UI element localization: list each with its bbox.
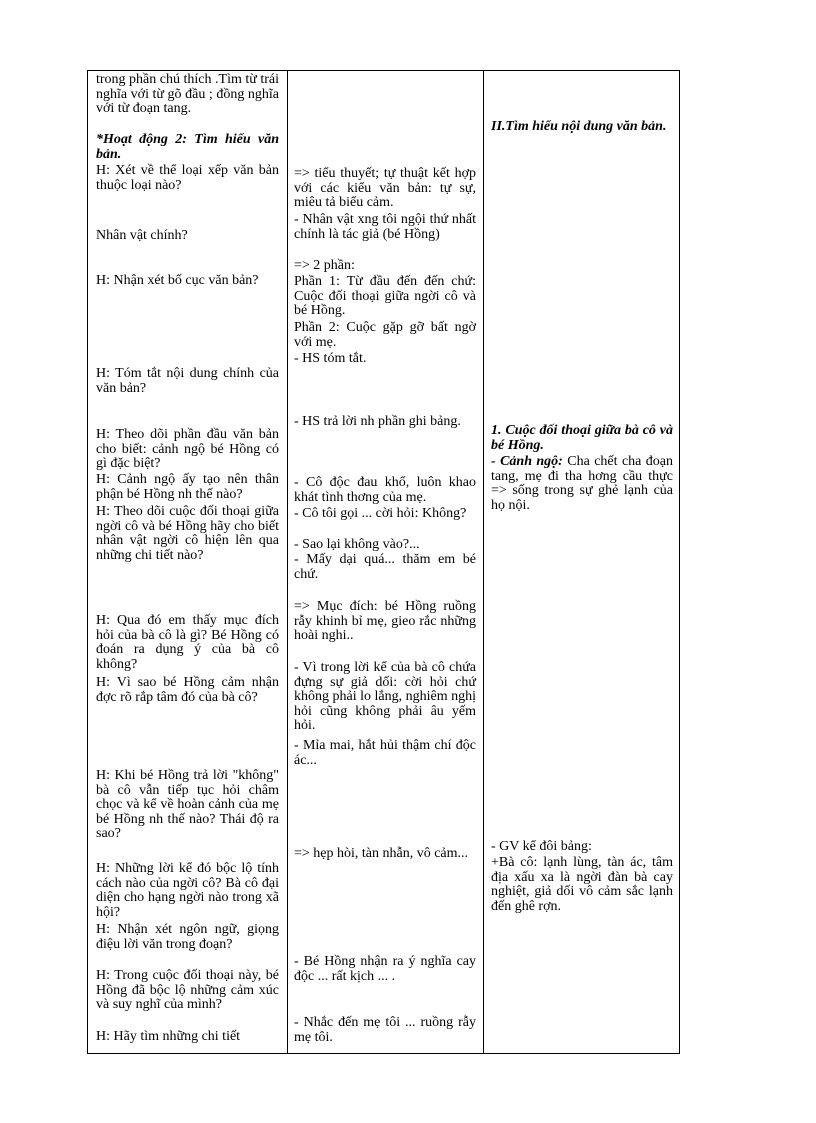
col1-text-7: H: Cảnh ngộ ấy tạo nên thân phận bé Hồng nh thế nào? bbox=[96, 472, 279, 502]
column-divider-2 bbox=[483, 71, 484, 1053]
col2-text-16: - Nhắc đến mẹ tôi ... ruồng rẫy mẹ tôi. bbox=[294, 1015, 476, 1045]
section-heading: II.Tìm hiểu nội dung văn bản. bbox=[491, 119, 667, 134]
col2-text-4: Phần 2: Cuộc gặp gỡ bất ngờ với mẹ. bbox=[294, 320, 476, 350]
col1-text-14: H: Trong cuộc đối thoại này, bé Hồng đã bộc lộ những cảm xúc và suy nghĩ của mình? bbox=[96, 968, 279, 1012]
situation-label: - Cảnh ngộ: bbox=[491, 454, 563, 469]
col1-text-9: H: Qua đó em thấy mục đích hỏi của bà cô là gì? Bé Hồng có đoán ra dụng ý của bà cô không? bbox=[96, 613, 279, 672]
col2-text-10: - Mấy dại quá... thăm em bé chứ. bbox=[294, 552, 476, 582]
col1-text-12: H: Những lời kể đó bộc lộ tính cách nào của ngời cô? Bà cô đại diện cho hạng ngời nào trong xã hội? bbox=[96, 861, 279, 920]
col1-text-6: H: Theo dõi phần đầu văn bản cho biết: cảnh ngộ bé Hồng có gì đặc biệt? bbox=[96, 427, 279, 471]
col3-text-5: +Bà cô: lạnh lùng, tàn ác, tâm địa xấu xa là ngời đàn bà cay nghiệt, giả dối vô cảm sắc lạnh đến ghê rợn. bbox=[491, 855, 673, 914]
col2-text-1: - Nhân vật xng tôi ngội thứ nhất chính là tác giả (bé Hồng) bbox=[294, 212, 476, 242]
col2-text-0: => tiểu thuyết; tự thuật kết hợp với các kiểu văn bản: tự sự, miêu tả biểu cảm. bbox=[294, 166, 476, 210]
col1-text-5: H: Tóm tắt nội dung chính của văn bản? bbox=[96, 366, 279, 396]
col1-text-3: Nhân vật chính? bbox=[96, 228, 188, 243]
situation-text: Cha chết cha đoạn tang, mẹ đi tha hơng cầu thực => sống trong sự ghẻ lạnh của họ nội. bbox=[491, 454, 673, 513]
col1-text-10: H: Vì sao bé Hồng cảm nhận đợc rõ rắp tâm đó của bà cô? bbox=[96, 675, 279, 705]
col3-situation bbox=[491, 455, 673, 513]
col1-text-11: H: Khi bé Hồng trả lời "không" bà cô vẫn tiếp tục hỏi châm chọc và kể về hoàn cảnh của mẹ bé Hồng nh thế nào? Thái độ ra sao? bbox=[96, 768, 279, 841]
questions-column bbox=[96, 71, 279, 1053]
col2-text-15: - Bé Hồng nhận ra ý nghĩa cay độc ... rất kịch ... . bbox=[294, 954, 476, 984]
col2-text-13: - Mỉa mai, hắt hủi thậm chí độc ác... bbox=[294, 738, 476, 768]
col2-text-6: - HS trả lời nh phần ghi bảng. bbox=[294, 414, 461, 429]
col2-text-5: - HS tóm tắt. bbox=[294, 351, 367, 366]
col1-text-0: trong phần chú thích .Tìm từ trái nghĩa với từ gõ đầu ; đồng nghĩa với từ đoạn tang. bbox=[96, 72, 279, 116]
answers-column bbox=[294, 71, 476, 1053]
col3-text-4: - GV kể đôi bảng: bbox=[491, 839, 592, 854]
col1-text-8: H: Theo dõi cuộc đối thoại giữa ngời cô và bé Hồng hãy cho biết nhân vật ngời cô hiện lên qua những chi tiết nào? bbox=[96, 504, 279, 563]
board-notes-column bbox=[491, 71, 673, 1053]
activity-heading: *Hoạt động 2: Tìm hiểu văn bản. bbox=[96, 132, 279, 162]
column-divider-1 bbox=[287, 71, 288, 1053]
col2-text-12: - Vì trong lời kể của bà cô chứa đựng sự giả dối: cời hỏi chứ không phải lo lắng, nghiêm nghị hỏi cũng không phải âu yếm hỏi. bbox=[294, 660, 476, 733]
col2-text-11: => Mục đích: bé Hồng ruồng rẫy khinh bỉ mẹ, gieo rắc những hoài nghi.. bbox=[294, 599, 476, 643]
lesson-table bbox=[87, 70, 680, 1054]
col2-text-3: Phần 1: Từ đầu đến đến chứ: Cuộc đối thoại giữa ngời cô và bé Hồng. bbox=[294, 274, 476, 318]
col2-text-7: - Cô độc đau khổ, luôn khao khát tình thơng của mẹ. bbox=[294, 475, 476, 505]
col1-text-15: H: Hãy tìm những chi tiết bbox=[96, 1029, 241, 1044]
col2-text-2: => 2 phần: bbox=[294, 258, 355, 273]
col1-text-13: H: Nhận xét ngôn ngữ, giọng điệu lời văn trong đoạn? bbox=[96, 922, 279, 952]
col1-text-2: H: Xét về thể loại xếp văn bản thuộc loại nào? bbox=[96, 163, 279, 193]
col2-text-14: => hẹp hòi, tàn nhẫn, vô cảm... bbox=[294, 846, 469, 861]
col1-text-4: H: Nhận xét bố cục văn bản? bbox=[96, 273, 259, 288]
subsection-heading: 1. Cuộc đối thoại giữa bà cô và bé Hồng. bbox=[491, 423, 673, 453]
col2-text-9: - Sao lại không vào?... bbox=[294, 537, 420, 552]
col2-text-8: - Cô tôi gọi ... cời hỏi: Không? bbox=[294, 506, 467, 521]
